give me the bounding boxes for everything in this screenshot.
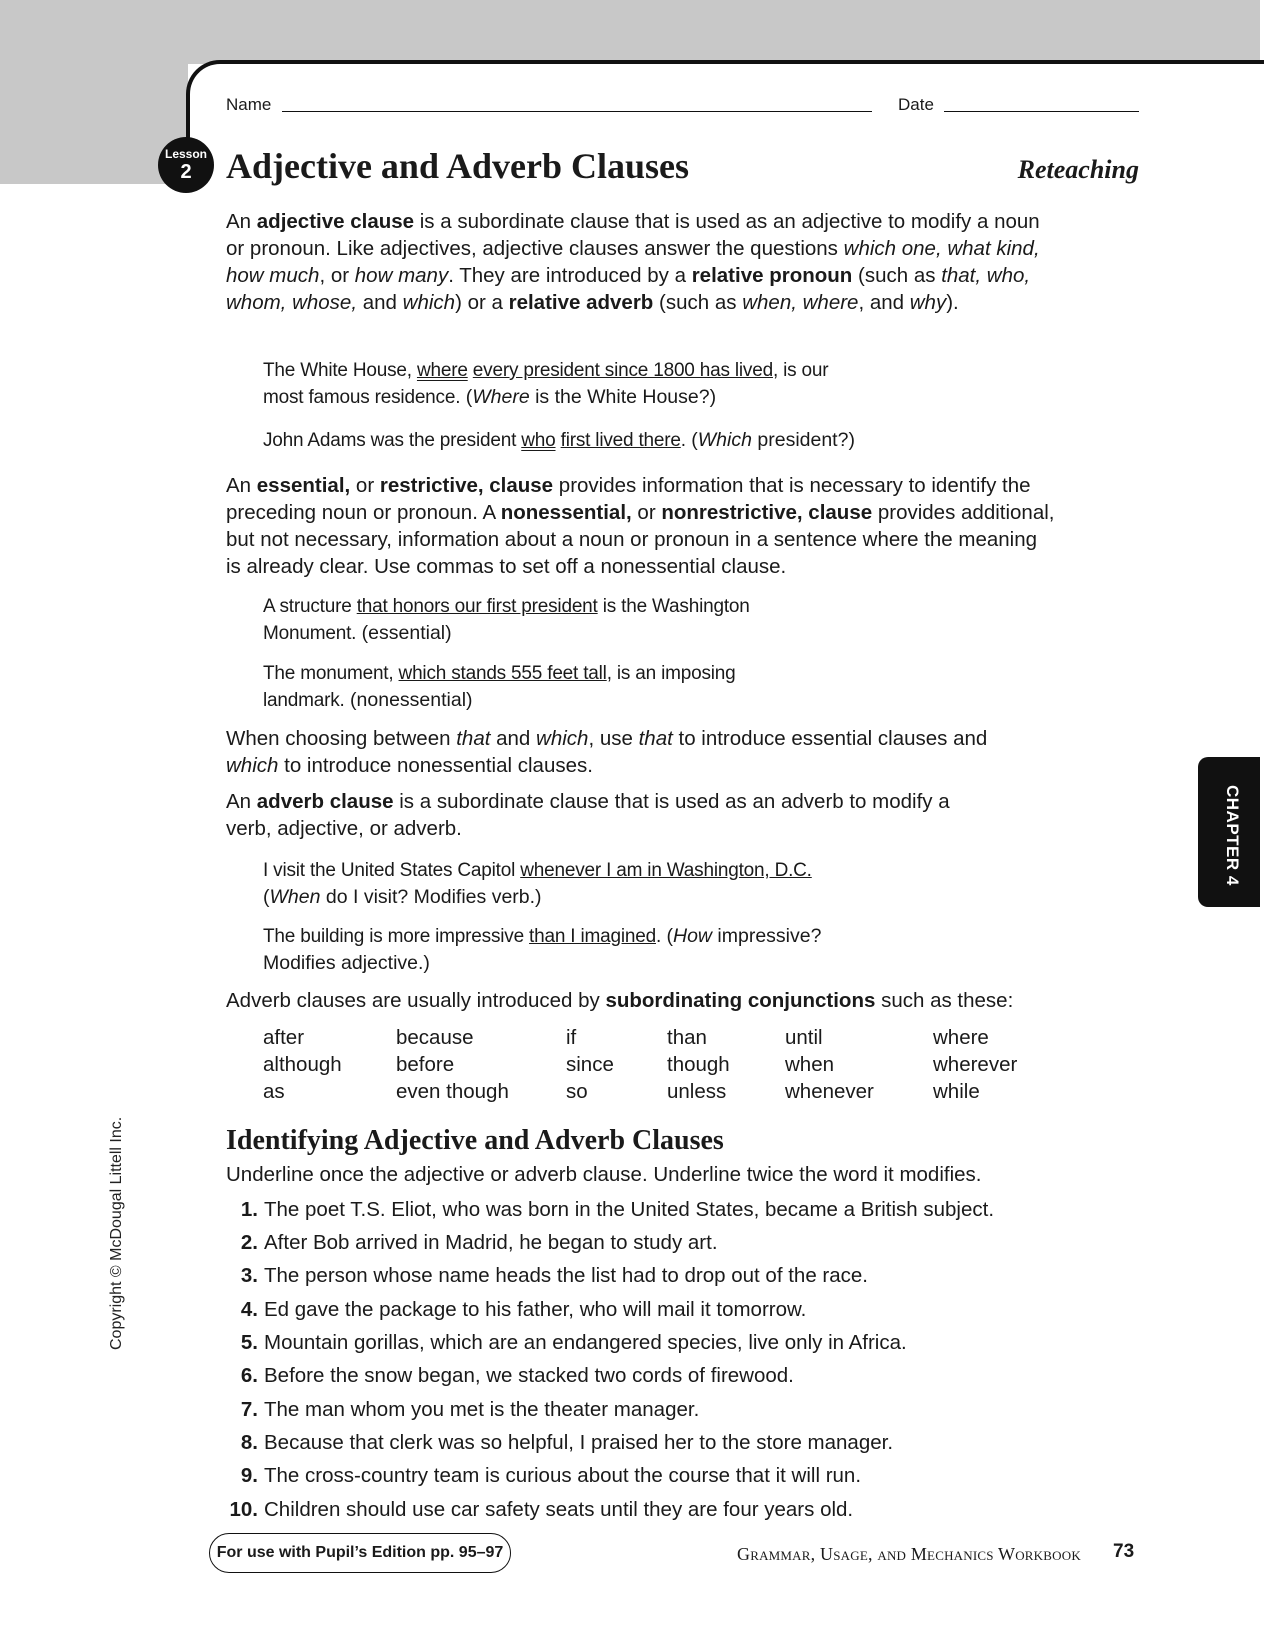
text-run: When xyxy=(269,886,321,908)
item-number: 7. xyxy=(240,1398,258,1421)
text-run: president?) xyxy=(751,429,855,451)
text-run: and xyxy=(357,291,403,314)
text-run: ). xyxy=(946,291,959,314)
text-run: such as these: xyxy=(875,989,1014,1012)
conjunction-word: unless xyxy=(667,1080,727,1103)
item-number: 3. xyxy=(240,1264,258,1287)
text-run: , and xyxy=(858,291,910,314)
item-text: The person whose name heads the list had to drop out of the race. xyxy=(264,1264,868,1287)
text-run: who xyxy=(521,430,556,451)
exercise-item xyxy=(226,1196,994,1223)
text-run: relative adverb xyxy=(508,291,654,314)
text-run: which xyxy=(402,291,456,314)
date-label: Date xyxy=(898,95,934,114)
item-number: 10. xyxy=(229,1498,258,1521)
text-run: , is our most famous residence. xyxy=(263,360,829,408)
exercise-item xyxy=(226,1296,806,1323)
exercise-item xyxy=(226,1396,699,1423)
item-text: Mountain gorillas, which are an endangered species, live only in Africa. xyxy=(264,1331,907,1354)
text-run: to introduce nonessential clauses. xyxy=(278,754,593,777)
text-run: where xyxy=(416,360,468,381)
text-run: Where xyxy=(472,386,530,408)
item-text: Because that clerk was so helpful, I praised her to the store manager. xyxy=(264,1431,894,1454)
conjunction-word: wherever xyxy=(933,1053,1018,1076)
example-2 xyxy=(263,427,963,454)
text-run: which xyxy=(226,754,279,777)
text-run: how many xyxy=(354,264,449,287)
name-label: Name xyxy=(226,95,272,114)
conjunction-word: before xyxy=(396,1053,455,1076)
text-run: adjective clause xyxy=(256,210,415,233)
conjunction-column xyxy=(566,1024,614,1105)
workbook-title: Grammar, Usage, and Mechanics Workbook xyxy=(737,1544,1081,1564)
text-run: ) or a xyxy=(455,291,509,314)
text-run: which xyxy=(536,727,589,750)
text-run: The White House, xyxy=(263,360,417,381)
text-run: An xyxy=(226,210,257,233)
name-line xyxy=(282,111,872,112)
text-run: Adverb clauses are usually introduced by xyxy=(226,989,606,1012)
example-6 xyxy=(263,923,863,977)
item-number: 9. xyxy=(240,1464,258,1487)
exercise-title: Identifying Adjective and Adverb Clauses xyxy=(226,1125,724,1156)
text-run: first lived there xyxy=(560,430,681,451)
text-run: which one, what kind, how much xyxy=(226,237,1040,287)
item-number: 8. xyxy=(240,1431,258,1454)
conjunction-word: when xyxy=(785,1053,835,1076)
item-text: The poet T.S. Eliot, who was born in the United States, became a British subject. xyxy=(264,1198,995,1221)
intro-paragraph-2 xyxy=(226,472,1056,580)
text-run: is the White House?) xyxy=(529,386,717,408)
text-run: Which xyxy=(697,429,752,451)
text-run: , is an imposing landmark. xyxy=(263,663,736,711)
conjunction-word: as xyxy=(263,1080,285,1103)
conjunction-column xyxy=(667,1024,730,1105)
item-number: 6. xyxy=(240,1364,258,1387)
page-number: 73 xyxy=(1113,1541,1135,1562)
conjunction-word: while xyxy=(933,1080,980,1103)
text-run: adverb clause xyxy=(256,790,394,813)
text-run: that xyxy=(638,727,673,750)
item-text: The cross-country team is curious about the course that it will run. xyxy=(264,1464,862,1487)
example-3 xyxy=(263,593,773,647)
conjunction-word: than xyxy=(667,1026,707,1049)
text-run: ( xyxy=(661,925,673,947)
text-run: ( xyxy=(685,429,698,451)
text-run: nonrestrictive, clause xyxy=(661,501,873,524)
conjunction-word: whenever xyxy=(785,1080,874,1103)
text-run: nonessential, xyxy=(500,501,632,524)
text-run: , use xyxy=(588,727,639,750)
text-run: impressive? Modifies adjective.) xyxy=(263,925,822,974)
text-run: or xyxy=(350,474,380,497)
name-date-row xyxy=(226,95,1139,117)
text-run: every president since 1800 has lived xyxy=(472,360,773,381)
item-number: 2. xyxy=(240,1231,258,1254)
example-4 xyxy=(263,660,753,714)
exercise-item xyxy=(226,1429,893,1456)
conjunction-column xyxy=(785,1024,874,1105)
text-run: than I imagined xyxy=(529,926,656,947)
text-run: ( xyxy=(263,886,270,908)
text-run: that, who, whom, whose, xyxy=(226,264,1031,314)
exercise-item xyxy=(226,1362,794,1389)
exercise-item xyxy=(226,1462,861,1489)
text-run: do I visit? Modifies verb.) xyxy=(320,886,542,908)
intro-paragraph-5 xyxy=(226,987,1056,1014)
conjunction-word: because xyxy=(396,1026,474,1049)
conjunction-column xyxy=(396,1024,509,1105)
text-run: The monument, xyxy=(263,663,399,684)
text-run: . They are introduced by a xyxy=(448,264,692,287)
text-run: . xyxy=(655,926,662,947)
conjunction-word: though xyxy=(667,1053,730,1076)
page-title: Adjective and Adverb Clauses xyxy=(226,146,690,186)
lesson-number: 2 xyxy=(180,161,192,183)
text-run: (essential) xyxy=(356,622,452,644)
lesson-label: Lesson xyxy=(164,147,207,161)
text-run: essential, xyxy=(256,474,351,497)
text-run: why xyxy=(909,291,947,314)
intro-paragraph-4 xyxy=(226,788,966,842)
conjunction-column xyxy=(933,1024,1017,1105)
text-run: (nonessential) xyxy=(344,689,473,711)
exercise-item xyxy=(226,1329,907,1356)
item-number: 5. xyxy=(240,1331,258,1354)
copyright-notice: Copyright © McDougal Littell Inc. xyxy=(108,1116,125,1350)
date-line xyxy=(944,111,1139,112)
exercise-instructions: Underline once the adjective or adverb clause. Underline twice the word it modifies. xyxy=(226,1163,982,1186)
conjunction-column xyxy=(263,1024,342,1105)
conjunction-word: so xyxy=(566,1080,588,1103)
intro-paragraph-3 xyxy=(226,725,1026,779)
item-text: After Bob arrived in Madrid, he began to study art. xyxy=(264,1231,718,1254)
intro-paragraph-1 xyxy=(226,208,1056,316)
text-run: is the Washington Monument. xyxy=(263,596,750,644)
item-text: The man whom you met is the theater manager. xyxy=(264,1398,700,1421)
chapter-tab xyxy=(1198,757,1260,907)
text-run: How xyxy=(672,925,712,947)
text-run: that xyxy=(456,727,491,750)
item-text: Before the snow began, we stacked two cords of firewood. xyxy=(264,1364,794,1387)
item-number: 4. xyxy=(240,1298,258,1321)
lesson-badge xyxy=(158,137,214,193)
text-run: A structure xyxy=(263,596,357,617)
exercise-item xyxy=(226,1496,853,1523)
conjunction-word: even though xyxy=(396,1080,509,1103)
text-run: when, where xyxy=(742,291,859,314)
text-run: restrictive, clause xyxy=(379,474,554,497)
exercise-item xyxy=(226,1262,868,1289)
example-1 xyxy=(263,357,863,411)
pupil-edition-reference: For use with Pupil’s Edition pp. 95–97 xyxy=(209,1533,511,1573)
top-gray-band xyxy=(0,0,1260,64)
text-run: is a subordinate clause that is used as an adjective to modify a noun or pronoun. Like adjectives, adjective clauses answer the questions xyxy=(226,210,1040,260)
conjunction-word: if xyxy=(566,1026,577,1049)
text-run: (such as xyxy=(852,264,942,287)
text-run: (such as xyxy=(653,291,743,314)
text-run: When choosing between xyxy=(226,727,457,750)
text-run: to introduce essential clauses and xyxy=(672,727,988,750)
text-run: An xyxy=(226,474,257,497)
text-run: that honors our first president xyxy=(356,596,598,617)
item-number: 1. xyxy=(240,1198,258,1221)
chapter-tab-label: CHAPTER 4 xyxy=(1223,785,1242,886)
example-5 xyxy=(263,857,823,911)
conjunction-word: until xyxy=(785,1026,823,1049)
text-run: John Adams was the president xyxy=(263,430,522,451)
text-run: is a subordinate clause that is used as an adverb to modify a verb, adjective, or adverb. xyxy=(226,790,950,840)
conjunction-word: since xyxy=(566,1053,614,1076)
text-run: and xyxy=(490,727,537,750)
text-run: provides information that is necessary to identify the preceding noun or pronoun. A xyxy=(226,474,1031,524)
text-run: ( xyxy=(460,386,473,408)
text-run: subordinating conjunctions xyxy=(605,989,876,1012)
item-text: Ed gave the package to his father, who will mail it tomorrow. xyxy=(264,1298,807,1321)
text-run: I visit the United States Capitol xyxy=(263,860,521,881)
conjunction-word: after xyxy=(263,1026,305,1049)
text-run: provides additional, but not necessary, information about a noun or pronoun in a sentence where the meaning is already clear. Use commas to set off a nonessential clause. xyxy=(226,501,1055,578)
text-run: An xyxy=(226,790,257,813)
text-run: relative pronoun xyxy=(691,264,853,287)
item-text: Children should use car safety seats until they are four years old. xyxy=(264,1498,854,1521)
text-run: which stands 555 feet tall xyxy=(398,663,607,684)
conjunction-word: where xyxy=(933,1026,989,1049)
text-run: whenever I am in Washington, D.C. xyxy=(520,860,812,881)
page-subtitle: Reteaching xyxy=(1017,155,1139,184)
text-run: . xyxy=(680,430,686,451)
text-run: or xyxy=(631,501,662,524)
conjunction-word: although xyxy=(263,1053,342,1076)
text-run: The building is more impressive xyxy=(263,926,530,947)
exercise-item xyxy=(226,1229,718,1256)
text-run: , or xyxy=(319,264,355,287)
